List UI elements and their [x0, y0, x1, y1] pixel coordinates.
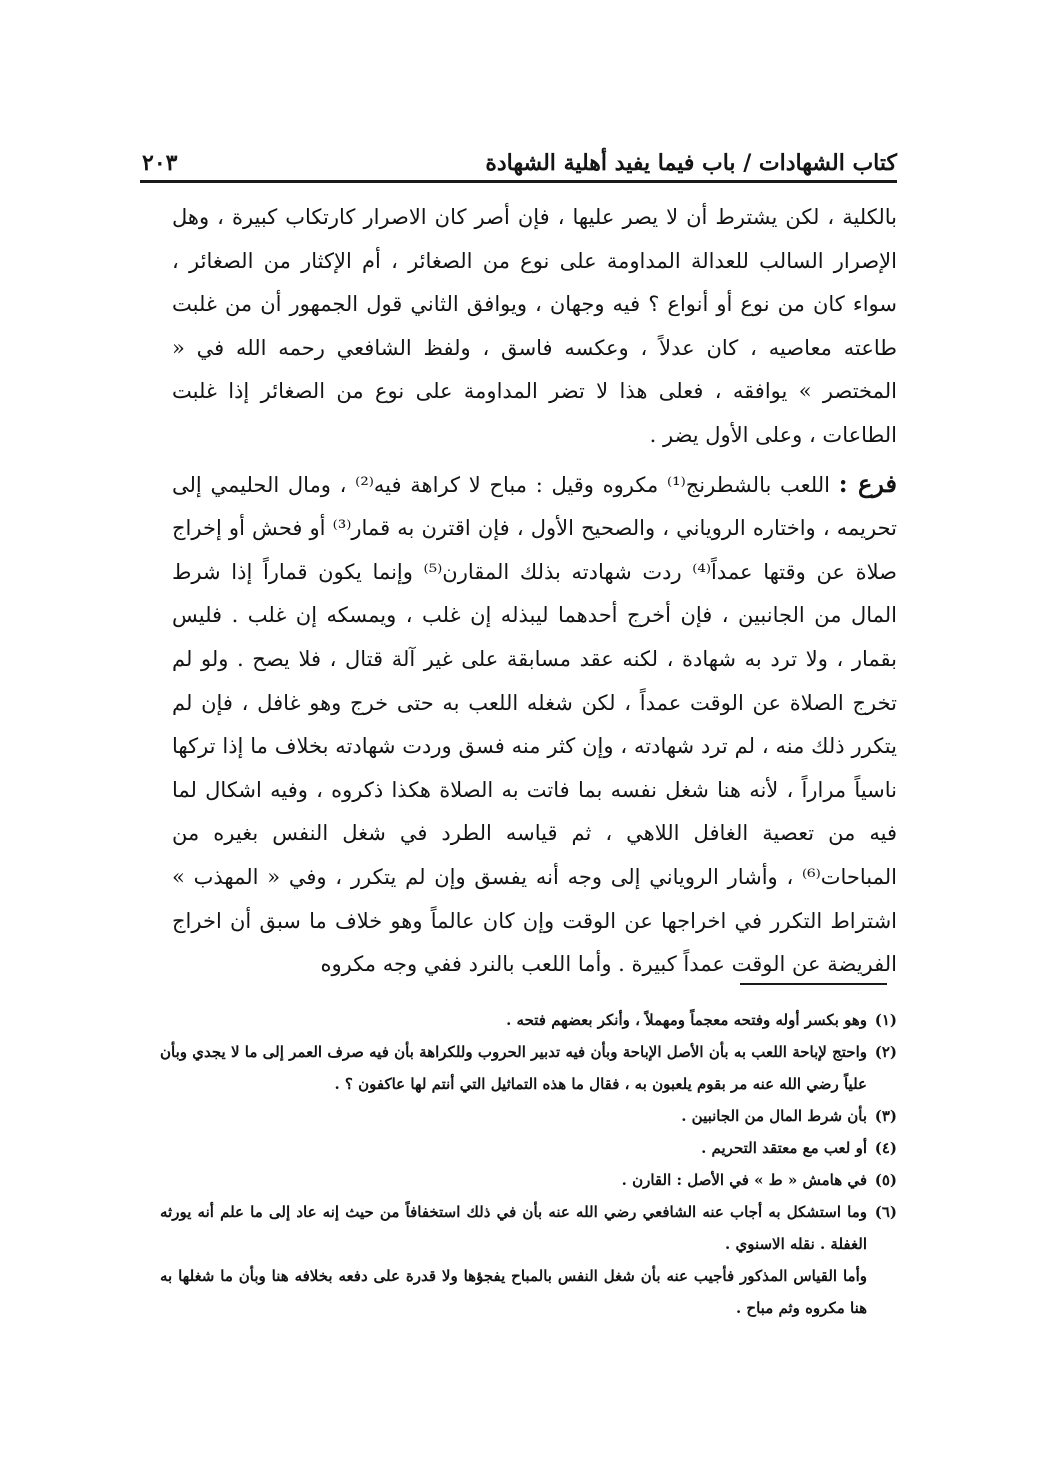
page-number: ٢٠٣ [142, 149, 178, 176]
page-header [142, 132, 897, 176]
footnote-number: (٢) [874, 1043, 897, 1061]
footnote-rule [740, 983, 887, 985]
paragraph-2-text: اللعب بالشطرنج⁽¹⁾ مكروه وقيل : مباح لا كراهة فيه⁽²⁾ ، ومال الحليمي إلى تحريمه ، واختاره الروياني ، والصحيح الأول ، فإن اقترن به قمار⁽³⁾ أو فحش أو إخراج صلاة عن وقتها عمداً⁽⁴⁾ ردت شهادته بذلك المقارن⁽⁵⁾ وإنما يكون قماراً إذا شرط المال من الجانبين ، فإن أخرج أحدهما ليبذله إن غلب ، ويمسكه إن غلب . فليس بقمار ، ولا ترد به شهادة ، لكنه عقد مسابقة على غير آلة قتال ، فلا يصح . ولو لم تخرج الصلاة عن الوقت عمداً ، لكن شغله اللعب به حتى خرج وهو غافل ، فإن لم يتكرر ذلك منه ، لم ترد شهادته ، وإن كثر منه فسق وردت شهادته بخلاف ما إذا تركها ناسياً مراراً ، لأنه هنا شغل نفسه بما فاتت به الصلاة هكذا ذكروه ، وفيه اشكال لما فيه من تعصية الغافل اللاهي ، ثم قياسه الطرد في شغل النفس بغيره من المباحات⁽⁶⁾ ، وأشار الروياني إلى وجه أنه يفسق وإن لم يتكرر ، وفي « المهذب » اشتراط التكرر في اخراجها عن الوقت وإن كان عالماً وهو خلاف ما سبق أن اخراج الفريضة عن الوقت عمداً كبيرة . وأما اللعب بالنرد ففي وجه مكروه [172, 472, 897, 977]
footnote-text: وما استشكل به أجاب عنه الشافعي رضي الله عنه بأن في ذلك استخفافاً من حيث إنه عاد إلى ما علم أنه يورثه الغفلة . نقله الاسنوي . [160, 1203, 867, 1253]
footnote-5 [160, 1164, 897, 1196]
footnote-number: (٦) [874, 1203, 897, 1221]
paragraph-2 [172, 462, 897, 987]
main-text [172, 196, 897, 987]
footnote-number: (٣) [874, 1107, 897, 1125]
footnote-number: (٤) [874, 1139, 897, 1157]
footnote-1 [160, 1004, 897, 1036]
paragraph-1: بالكلية ، لكن يشترط أن لا يصر عليها ، فإن أصر كان الاصرار كارتكاب كبيرة ، وهل الإصرار السالب للعدالة المداومة على نوع من الصغائر ، أم الإكثار من الصغائر ، سواء كان من نوع أو أنواع ؟ فيه وجهان ، ويوافق الثاني قول الجمهور أن من غلبت طاعته معاصيه ، كان عدلاً ، وعكسه فاسق ، ولفظ الشافعي رحمه الله في « المختصر » يوافقه ، فعلى هذا لا تضر المداومة على نوع من الصغائر إذا غلبت الطاعات ، وعلى الأول يضر . [172, 205, 897, 447]
footnote-number: (٥) [874, 1171, 897, 1189]
running-head: كتاب الشهادات / باب فيما يفيد أهلية الشهادة [485, 149, 897, 176]
footnote-text: واحتج لإباحة اللعب به بأن الأصل الإباحة وبأن فيه تدبير الحروب وللكراهة بأن فيه صرف العمر إلى ما لا يجدي وبأن علياً رضي الله عنه مر بقوم يلعبون به ، فقال ما هذه التماثيل التي أنتم لها عاكفون ؟ . [160, 1043, 867, 1093]
footnote-text: بأن شرط المال من الجانبين . [681, 1107, 867, 1125]
footnote-text: في هامش « ط » في الأصل : القارن . [621, 1171, 867, 1189]
footnote-text: أو لعب مع معتقد التحريم . [701, 1139, 867, 1157]
header-rule [140, 180, 897, 183]
footnote-6-continuation: وأما القياس المذكور فأجيب عنه بأن شغل النفس بالمباح يفجؤها ولا قدرة على دفعه بخلافه هنا وبأن ما شغلها به هنا مكروه وثم مباح . [160, 1267, 867, 1317]
footnote-2 [160, 1036, 897, 1100]
section-lead-word: فرع : [838, 468, 898, 498]
footnotes [160, 1004, 897, 1324]
footnote-number: (١) [874, 1011, 897, 1029]
footnote-6 [160, 1196, 897, 1260]
footnote-3 [160, 1100, 897, 1132]
footnote-4 [160, 1132, 897, 1164]
footnote-text: وهو بكسر أوله وفتحه معجماً ومهملاً ، وأنكر بعضهم فتحه . [506, 1011, 867, 1029]
